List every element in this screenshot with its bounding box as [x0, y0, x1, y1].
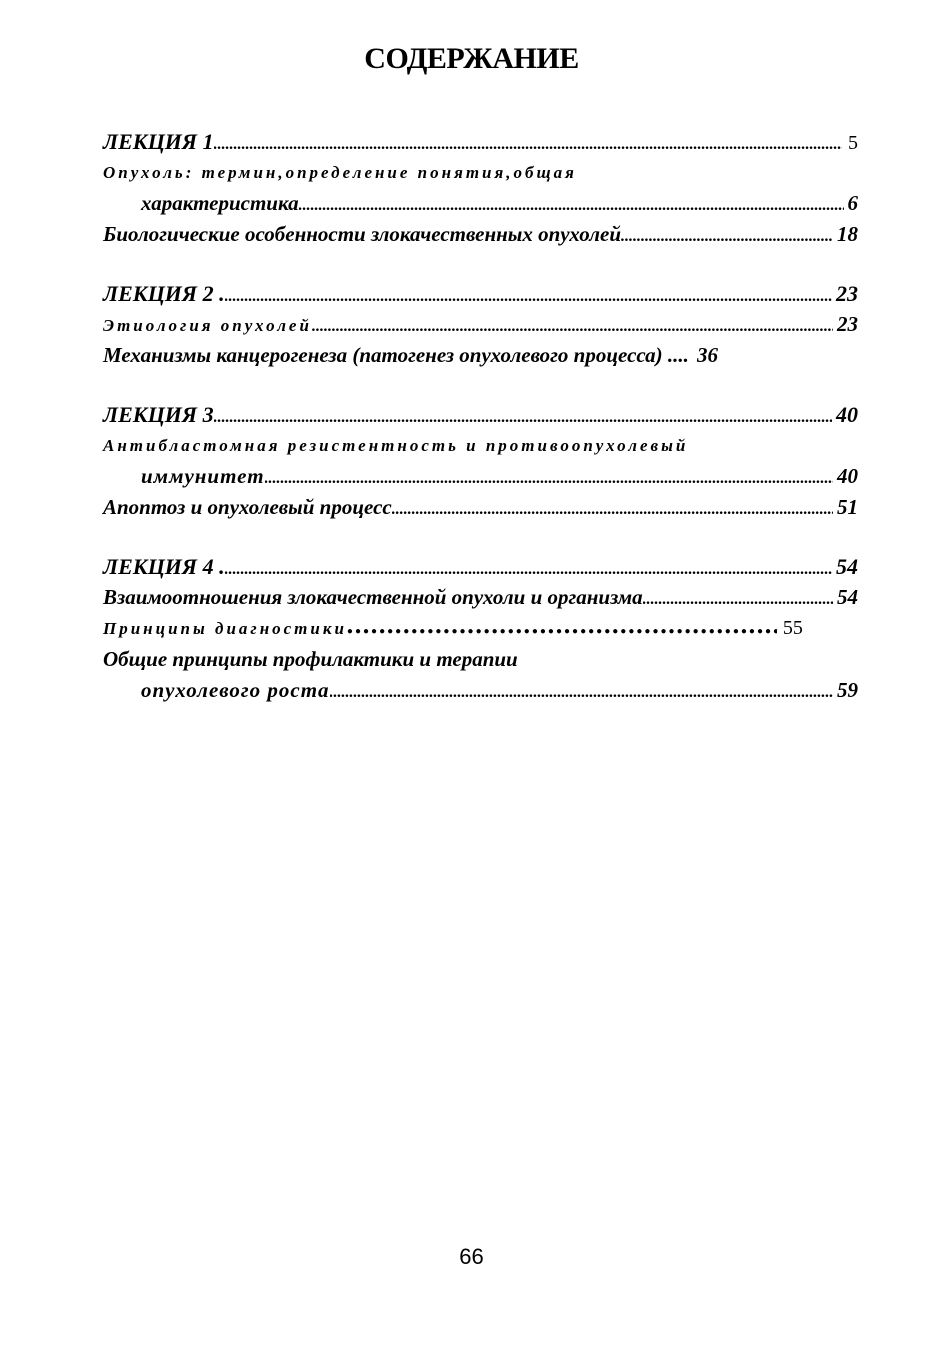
toc-entry-label: Принципы диагностики	[103, 619, 347, 638]
toc-entry-page: 36	[696, 343, 718, 367]
page-title: СОДЕРЖАНИЕ	[364, 42, 579, 75]
toc-entry-line: Опухоль: термин,определение понятия,общая	[103, 163, 577, 182]
toc-entry-tumor-organism[interactable]	[103, 582, 858, 613]
toc-entry-page: 54	[837, 585, 858, 609]
leader-dots	[265, 463, 833, 494]
toc-entry-page: 54	[836, 554, 858, 579]
toc-entry-label: Апоптоз и опухолевый процесс	[103, 495, 392, 519]
toc-entry-label: характеристика	[141, 191, 299, 215]
toc-entry-label: опухолевого роста	[141, 678, 330, 702]
toc-entry-etiology[interactable]	[103, 309, 858, 340]
toc-entry-immunity[interactable]	[103, 461, 858, 492]
toc-entry-lecture-2[interactable]	[103, 278, 858, 309]
toc-entry-lecture-3[interactable]	[103, 399, 858, 430]
toc-entry-label: ЛЕКЦИЯ 1	[103, 129, 214, 154]
table-of-contents	[103, 126, 858, 706]
toc-entry-page: 40	[836, 402, 858, 427]
toc-entry-label: Механизмы канцерогенеза (патогенез опухолевого процесса) ....	[103, 343, 689, 367]
leader-dots	[621, 221, 833, 252]
page-number: 66	[459, 1244, 484, 1269]
toc-entry-line: Общие принципы профилактики и терапии	[103, 647, 518, 671]
toc-entry-label: Биологические особенности злокачественных опухолей	[103, 222, 622, 246]
toc-entry-carcinogenesis[interactable]	[103, 340, 858, 371]
leader-dots	[225, 554, 832, 585]
toc-entry-label: Этиология опухолей	[103, 316, 312, 335]
leader-dots	[312, 311, 833, 342]
leader-dots	[214, 402, 832, 433]
toc-entry-page: 5	[848, 132, 858, 154]
toc-entry-label: ЛЕКЦИЯ 4 .	[103, 554, 225, 579]
toc-entry-page: 51	[837, 495, 858, 519]
toc-entry-biological-features[interactable]	[103, 219, 858, 250]
toc-entry-label: ЛЕКЦИЯ 2 .	[103, 281, 225, 306]
leader-dots	[643, 584, 833, 615]
toc-entry-page: 6	[847, 191, 858, 215]
leader-dots	[299, 190, 844, 221]
toc-entry-line: Антибластомная резистентность и противоопухолевый	[103, 436, 689, 455]
toc-entry-tumor-definition[interactable]	[103, 188, 858, 219]
toc-entry-label: иммунитет	[141, 464, 265, 488]
toc-entry-page: 59	[837, 678, 858, 702]
toc-entry-label: ЛЕКЦИЯ 3	[103, 402, 214, 427]
toc-entry-label: Взаимоотношения злокачественной опухоли и организма	[103, 585, 643, 609]
toc-entry-diagnostics[interactable]	[103, 613, 858, 644]
toc-entry-page: 55	[782, 617, 803, 639]
leader-dots	[214, 129, 842, 160]
toc-entry-page: 23	[837, 312, 858, 336]
toc-entry-page: 40	[837, 464, 858, 488]
toc-entry-page: 18	[837, 222, 858, 246]
leader-dots	[225, 281, 832, 312]
toc-entry-page: 23	[836, 281, 858, 306]
toc-entry-lecture-1[interactable]	[103, 126, 858, 157]
toc-entry-lecture-4[interactable]	[103, 551, 858, 582]
toc-entry-apoptosis[interactable]	[103, 492, 858, 523]
leader-dots	[347, 613, 777, 647]
leader-dots	[330, 677, 833, 708]
toc-entry-prevention-therapy[interactable]	[103, 675, 858, 706]
leader-dots	[392, 494, 833, 525]
